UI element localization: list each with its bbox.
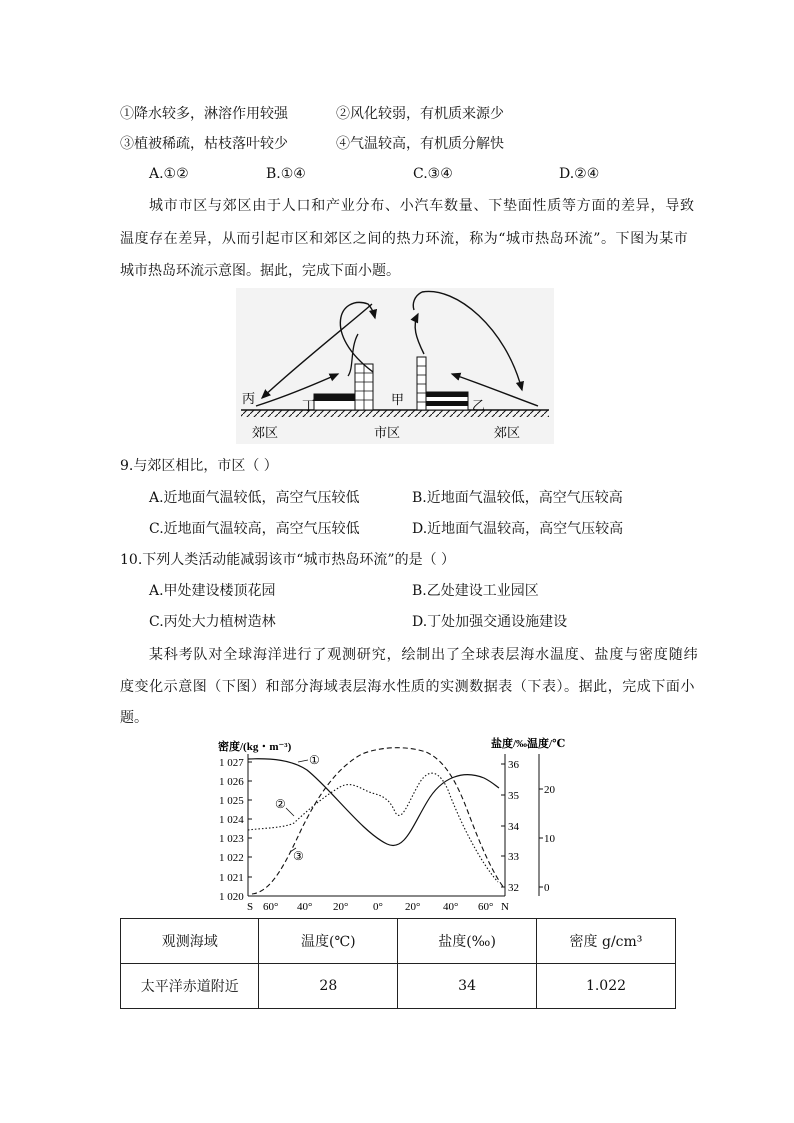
label-suburb-left: 郊区 <box>252 425 279 440</box>
option-item-1: ①降水较多，淋溶作用较强 <box>120 106 288 122</box>
label-suburb-right: 郊区 <box>494 425 521 440</box>
q10-stem: 10.下列人类活动能减弱该市“城市热岛环流”的是（ ） <box>120 552 456 568</box>
q10-option-c: C.丙处大力植树造林 <box>149 614 276 630</box>
choice-d: D.②④ <box>559 166 600 182</box>
table-cell: 28 <box>259 964 398 1009</box>
density-axis-label: 密度/(kg・m⁻³) <box>218 741 292 753</box>
x-end-n: N <box>501 901 509 913</box>
x-end-s: S <box>247 901 254 913</box>
label-yi: 乙 <box>472 398 486 413</box>
table-cell: 太平洋赤道附近 <box>121 964 259 1009</box>
salinity-tick: 36 <box>508 759 519 771</box>
table-cell: 34 <box>398 964 537 1009</box>
q9-option-d: D.近地面气温较高，高空气压较高 <box>412 521 624 537</box>
q9-option-b: B.近地面气温较低，高空气压较高 <box>412 490 623 506</box>
option-item-4: ④气温较高，有机质分解快 <box>336 136 504 152</box>
x-tick: 20° <box>405 901 421 913</box>
temperature-tick: 10 <box>544 833 555 845</box>
passage1-line3: 城市热岛环流示意图。据此，完成下面小题。 <box>120 263 400 279</box>
density-tick: 1 026 <box>219 776 244 788</box>
curve-label-3: ③ <box>293 849 304 863</box>
choice-a: A.①② <box>149 166 189 182</box>
observation-table <box>120 918 676 1009</box>
label-urban: 市区 <box>374 425 401 440</box>
label-ding: 丁 <box>302 398 316 413</box>
salinity-tick: 32 <box>508 882 519 894</box>
density-tick: 1 021 <box>219 872 244 884</box>
x-tick: 40° <box>443 901 459 913</box>
density-tick: 1 027 <box>219 757 244 769</box>
low-building-yi <box>426 392 468 410</box>
x-tick: 0° <box>373 901 383 913</box>
ground-hatch <box>241 410 549 417</box>
temperature-ticks <box>539 784 556 894</box>
temperature-tick: 20 <box>544 784 555 796</box>
q9-option-c: C.近地面气温较高，高空气压较低 <box>149 521 360 537</box>
right-axis-label: 盐度/‰温度/℃ <box>491 738 566 750</box>
curve-1-leader <box>298 760 308 762</box>
table-header-cell: 观测海域 <box>121 919 259 964</box>
salinity-tick: 35 <box>508 790 519 802</box>
building-right <box>417 357 426 410</box>
table-header-cell: 温度(℃) <box>259 919 398 964</box>
temperature-tick: 0 <box>544 882 550 894</box>
density-tick: 1 022 <box>219 852 244 864</box>
q9-stem: 9.与郊区相比，市区（ ） <box>120 458 278 474</box>
x-tick: 60° <box>478 901 494 913</box>
option-item-3: ③植被稀疏，枯枝落叶较少 <box>120 136 288 152</box>
density-tick: 1 023 <box>219 833 244 845</box>
salinity-tick: 34 <box>508 821 519 833</box>
table-cell: 1.022 <box>536 964 675 1009</box>
q10-option-d: D.丁处加强交通设施建设 <box>412 614 568 630</box>
curve-label-1: ① <box>309 753 320 767</box>
salinity-curve-2 <box>248 773 498 882</box>
passage2-line1: 某科考队对全球海洋进行了观测研究，绘制出了全球表层海水温度、盐度与密度随纬 <box>149 647 699 663</box>
heat-island-diagram <box>236 288 554 444</box>
building-left <box>355 364 373 410</box>
option-item-2: ②风化较弱，有机质来源少 <box>336 106 504 122</box>
salinity-ticks <box>501 759 520 894</box>
table-header-cell: 密度 g/cm³ <box>536 919 675 964</box>
x-tick: 20° <box>333 901 349 913</box>
table-header-cell: 盐度(‰) <box>398 919 537 964</box>
passage1-line1: 城市市区与郊区由于人口和产业分布、小汽车数量、下垫面性质等方面的差异，导致 <box>149 198 695 214</box>
density-tick: 1 020 <box>219 891 244 903</box>
diagram-background <box>236 288 554 444</box>
label-jia: 甲 <box>391 392 405 407</box>
q9-option-a: A.近地面气温较低，高空气压较低 <box>149 490 360 506</box>
table-header-row <box>121 919 676 964</box>
temperature-curve-3 <box>252 748 504 894</box>
x-tick: 60° <box>263 901 279 913</box>
choice-c: C.③④ <box>413 166 453 182</box>
density-tick: 1 024 <box>219 814 244 826</box>
q10-option-a: A.甲处建设楼顶花园 <box>149 583 276 599</box>
q10-option-b: B.乙处建设工业园区 <box>412 583 539 599</box>
salinity-tick: 33 <box>508 851 519 863</box>
label-bing: 丙 <box>242 391 256 406</box>
curve-label-2: ② <box>275 797 286 811</box>
passage2-line2: 度变化示意图（下图）和部分海域表层海水性质的实测数据表（下表）。据此，完成下面小 <box>120 679 695 695</box>
low-building-ding <box>314 394 355 410</box>
choice-b: B.①④ <box>266 166 306 182</box>
passage1-line2: 温度存在差异，从而引起市区和郊区之间的热力环流，称为“城市热岛环流”。下图为某市 <box>120 231 689 247</box>
table-row <box>121 964 676 1009</box>
x-tick: 40° <box>297 901 313 913</box>
density-tick: 1 025 <box>219 795 244 807</box>
passage2-line3: 题。 <box>120 710 148 726</box>
ocean-properties-chart <box>212 732 592 914</box>
density-ticks <box>219 757 252 903</box>
curve-2-leader <box>286 808 294 816</box>
